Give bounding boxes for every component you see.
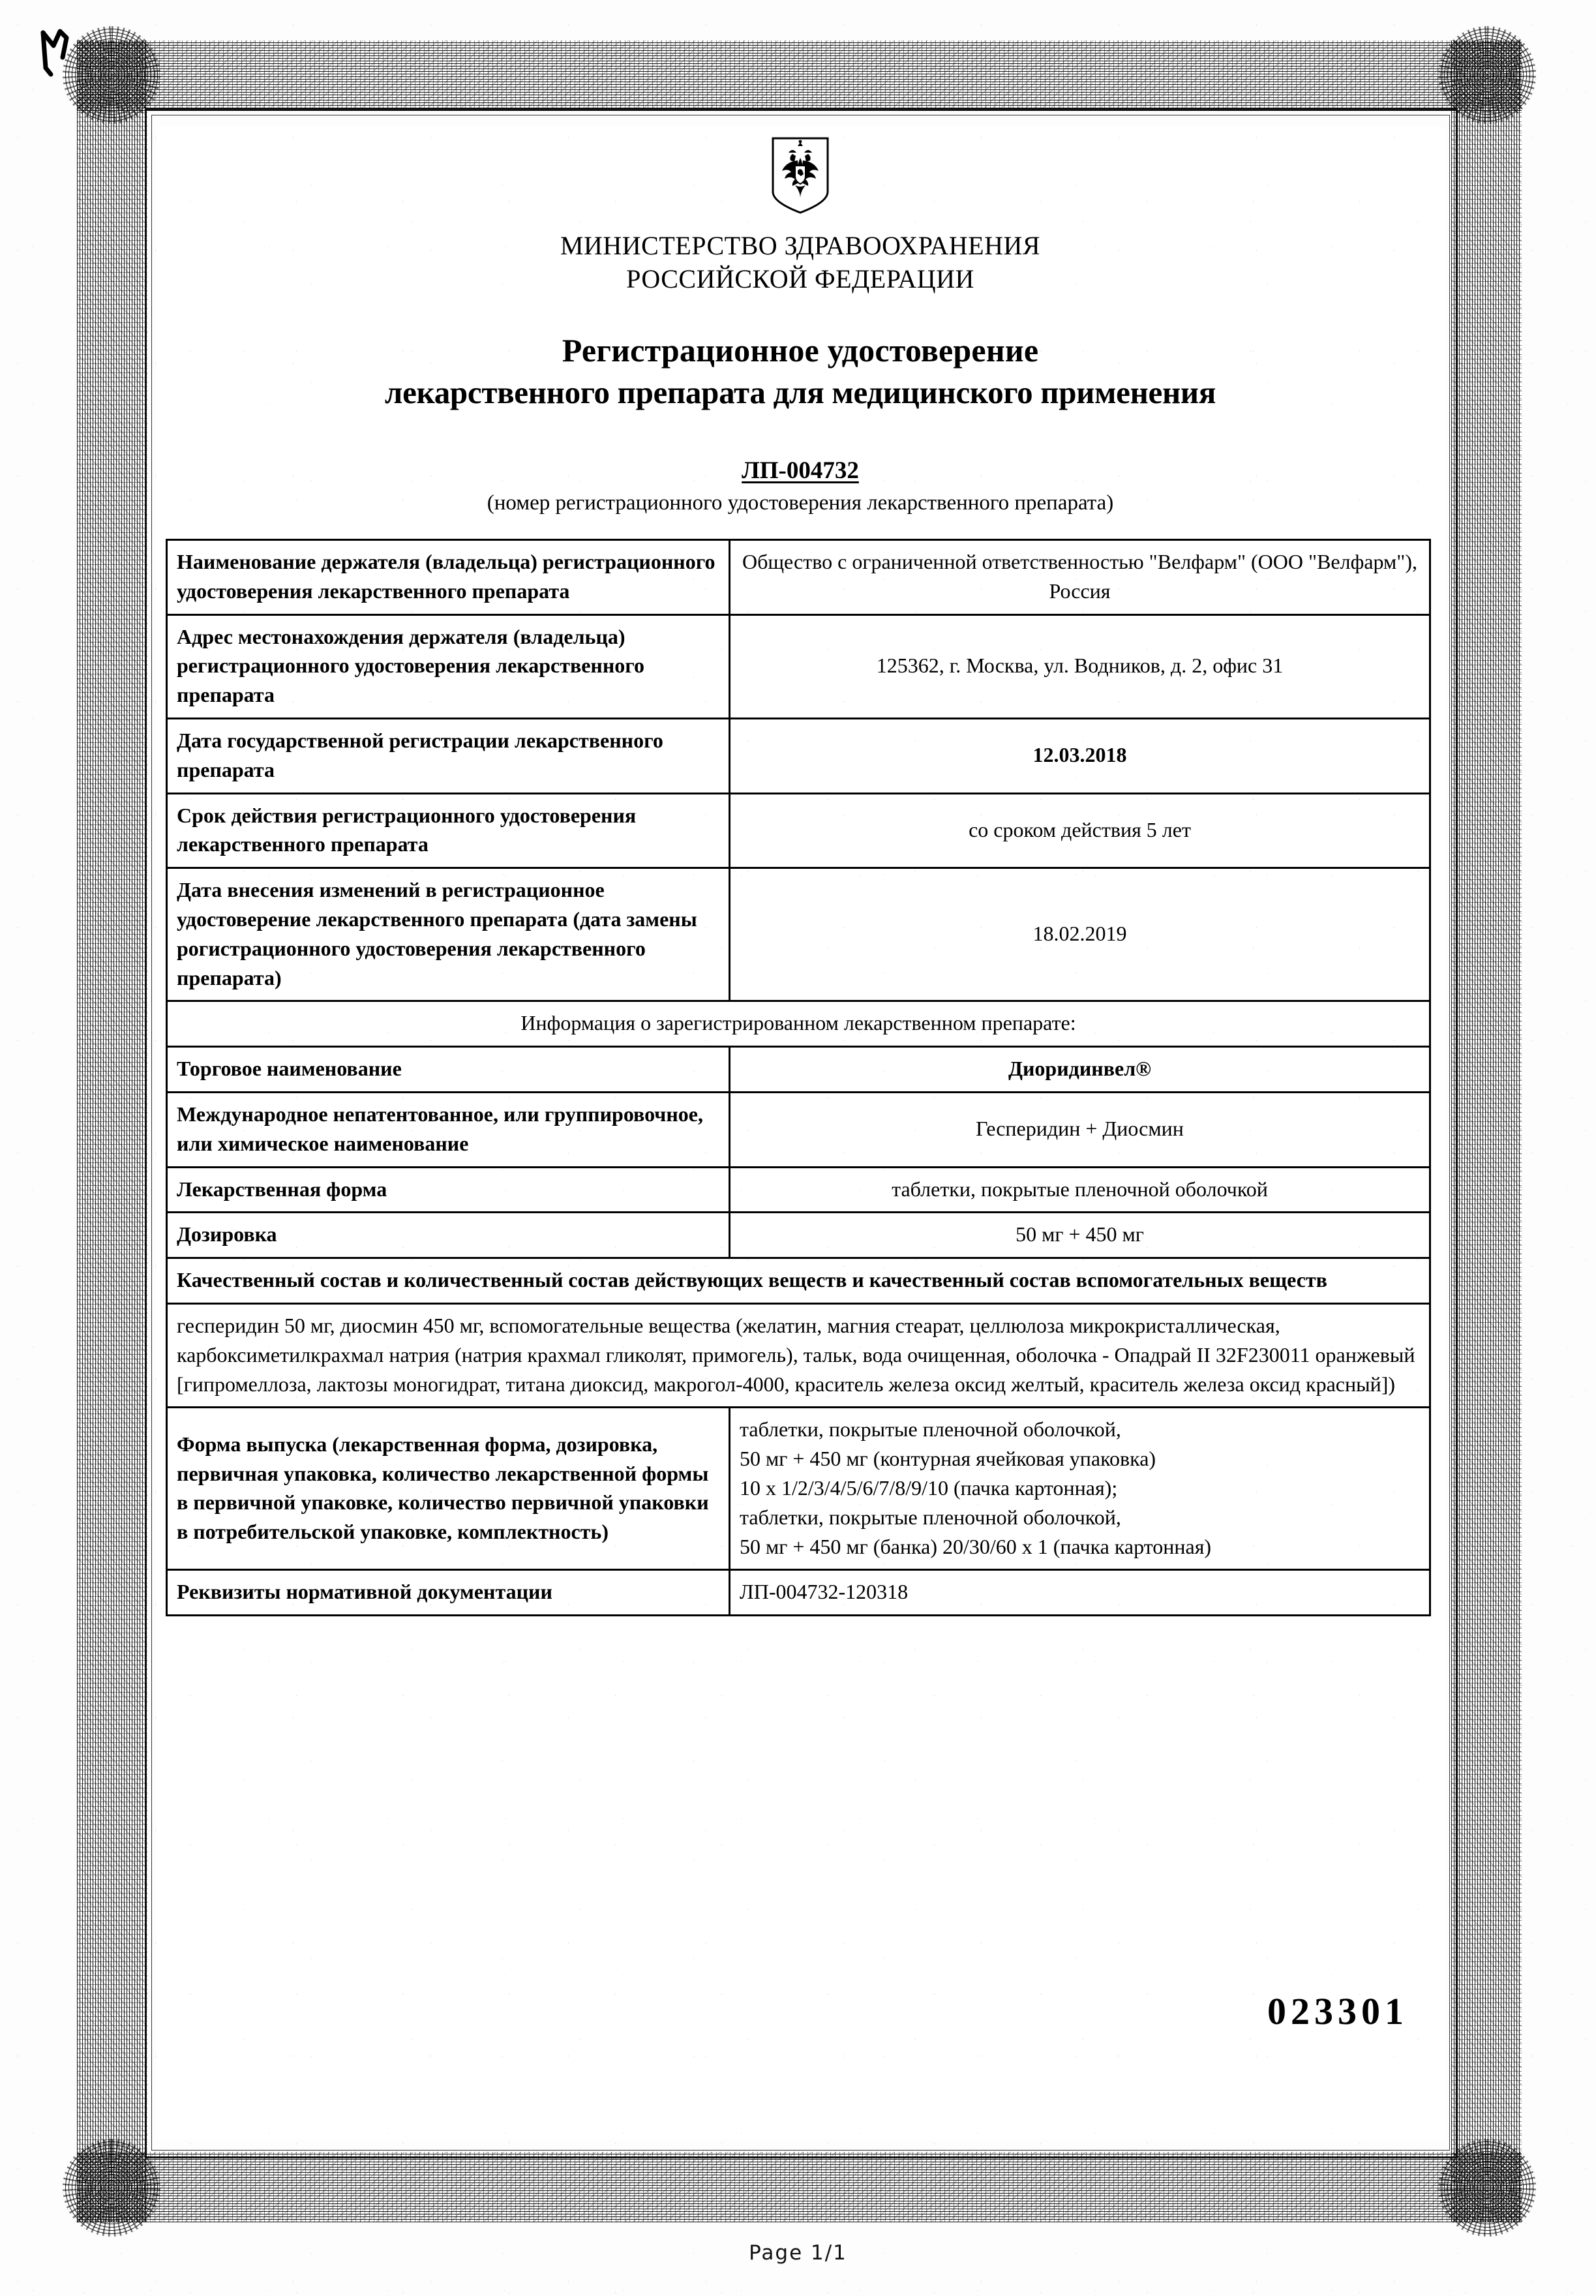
table-row bbox=[167, 793, 1430, 868]
release-form-line-4: таблетки, покрытые пленочной оболочкой, bbox=[740, 1505, 1121, 1529]
registration-data-table bbox=[166, 539, 1431, 1616]
table-row bbox=[167, 868, 1430, 1001]
table-row bbox=[167, 1213, 1430, 1258]
border-band-left bbox=[77, 40, 147, 2222]
ministry-line-2: РОССИЙСКОЙ ФЕДЕРАЦИИ bbox=[626, 264, 974, 294]
certificate-title bbox=[164, 329, 1436, 414]
russian-coat-of-arms-icon bbox=[769, 137, 832, 214]
dosage-value: 50 мг + 450 мг bbox=[730, 1213, 1430, 1258]
document-body bbox=[164, 130, 1436, 1616]
ministry-heading bbox=[164, 229, 1436, 295]
border-band-top bbox=[77, 40, 1522, 111]
inn-value: Гесперидин + Диосмин bbox=[730, 1093, 1430, 1168]
registration-number: ЛП-004732 bbox=[742, 457, 859, 485]
table-row bbox=[167, 540, 1430, 615]
page-footer: Page 1/1 bbox=[749, 2241, 847, 2265]
table-section-header-row bbox=[167, 1001, 1430, 1047]
composition-header: Качественный состав и количественный состав действующих веществ и качественный состав вспомогательных веществ bbox=[167, 1258, 1430, 1304]
validity-period-label: Срок действия регистрационного удостоверения лекарственного препарата bbox=[167, 793, 730, 868]
emblem-container bbox=[164, 130, 1436, 217]
release-form-line-2: 50 мг + 450 мг (контурная ячейковая упаковка) bbox=[740, 1447, 1156, 1471]
table-row bbox=[167, 1570, 1430, 1616]
holder-address-value: 125362, г. Москва, ул. Водников, д. 2, офис 31 bbox=[730, 614, 1430, 718]
certificate-title-line-2: лекарственного препарата для медицинского применения bbox=[384, 374, 1216, 411]
release-form-line-3: 10 x 1/2/3/4/5/6/7/8/9/10 (пачка картонная); bbox=[740, 1475, 1118, 1500]
certificate-title-line-1: Регистрационное удостоверение bbox=[562, 332, 1039, 369]
table-row bbox=[167, 614, 1430, 718]
holder-name-value-line-1: Общество с ограниченной ответственностью bbox=[742, 550, 1144, 574]
release-form-line-1: таблетки, покрытые пленочной оболочкой, bbox=[740, 1417, 1121, 1442]
serial-number: 023301 bbox=[1267, 1990, 1408, 2032]
border-band-right bbox=[1451, 40, 1522, 2222]
validity-period-value: со сроком действия 5 лет bbox=[730, 793, 1430, 868]
release-form-line-5: 50 мг + 450 мг (банка) 20/30/60 х 1 (пачка картонная) bbox=[740, 1534, 1212, 1558]
table-row bbox=[167, 1167, 1430, 1213]
dosage-form-label: Лекарственная форма bbox=[167, 1167, 730, 1213]
dosage-label: Дозировка bbox=[167, 1213, 730, 1258]
registration-date-value: 12.03.2018 bbox=[730, 719, 1430, 794]
dosage-form-value: таблетки, покрытые пленочной оболочкой bbox=[730, 1167, 1430, 1213]
registration-number-caption: (номер регистрационного удостоверения лекарственного препарата) bbox=[487, 491, 1114, 515]
composition-body-row bbox=[167, 1304, 1430, 1408]
trade-name-label: Торговое наименование bbox=[167, 1047, 730, 1093]
registration-date-label: Дата государственной регистрации лекарственного препарата bbox=[167, 719, 730, 794]
release-form-value bbox=[730, 1408, 1430, 1570]
normative-doc-label: Реквизиты нормативной документации bbox=[167, 1570, 730, 1616]
amendment-date-label: Дата внесения изменений в регистрационное удостоверение лекарственного препарата (дата замены рогистрационного удостоверения лекарственного препарата) bbox=[167, 868, 730, 1001]
border-band-bottom bbox=[77, 2152, 1522, 2222]
table-row bbox=[167, 719, 1430, 794]
composition-header-row bbox=[167, 1258, 1430, 1304]
product-info-section-header: Информация о зарегистрированном лекарственном препарате: bbox=[167, 1001, 1430, 1047]
composition-body: гесперидин 50 мг, диосмин 450 мг, вспомогательные вещества (желатин, магния стеарат, целлюлоза микрокристаллическая, карбоксиметилкрахмал натрия (натрия крахмал гликолят, примогель), тальк, вода очищенная, оболочка - Опадрай II 32F230011 оранжевый [гипромеллоза, лактозы моногидрат, титана диоксид, макрогол-4000, краситель железа оксид желтый, краситель железа оксид красный]) bbox=[167, 1304, 1430, 1408]
trade-name-value: Диоридинвел® bbox=[730, 1047, 1430, 1093]
holder-name-value bbox=[730, 540, 1430, 615]
table-row bbox=[167, 1093, 1430, 1168]
inn-label: Международное непатентованное, или группировочное, или химическое наименование bbox=[167, 1093, 730, 1168]
normative-doc-value: ЛП-004732-120318 bbox=[730, 1570, 1430, 1616]
ministry-line-1: МИНИСТЕРСТВО ЗДРАВООХРАНЕНИЯ bbox=[560, 231, 1041, 260]
amendment-date-value: 18.02.2019 bbox=[730, 868, 1430, 1001]
holder-name-value-line-2: "Велфарм" (ООО "Велфарм"), Россия bbox=[1049, 550, 1417, 603]
release-form-label: Форма выпуска (лекарственная форма, дозировка, первичная упаковка, количество лекарственной формы в первичной упаковке, количество первичной упаковки в потребительской упаковке, комплектность) bbox=[167, 1408, 730, 1570]
holder-name-label: Наименование держателя (владельца) регистрационного удостоверения лекарственного препарата bbox=[167, 540, 730, 615]
holder-address-label: Адрес местонахождения держателя (владельца) регистрационного удостоверения лекарственного препарата bbox=[167, 614, 730, 718]
table-row bbox=[167, 1047, 1430, 1093]
table-row bbox=[167, 1408, 1430, 1570]
